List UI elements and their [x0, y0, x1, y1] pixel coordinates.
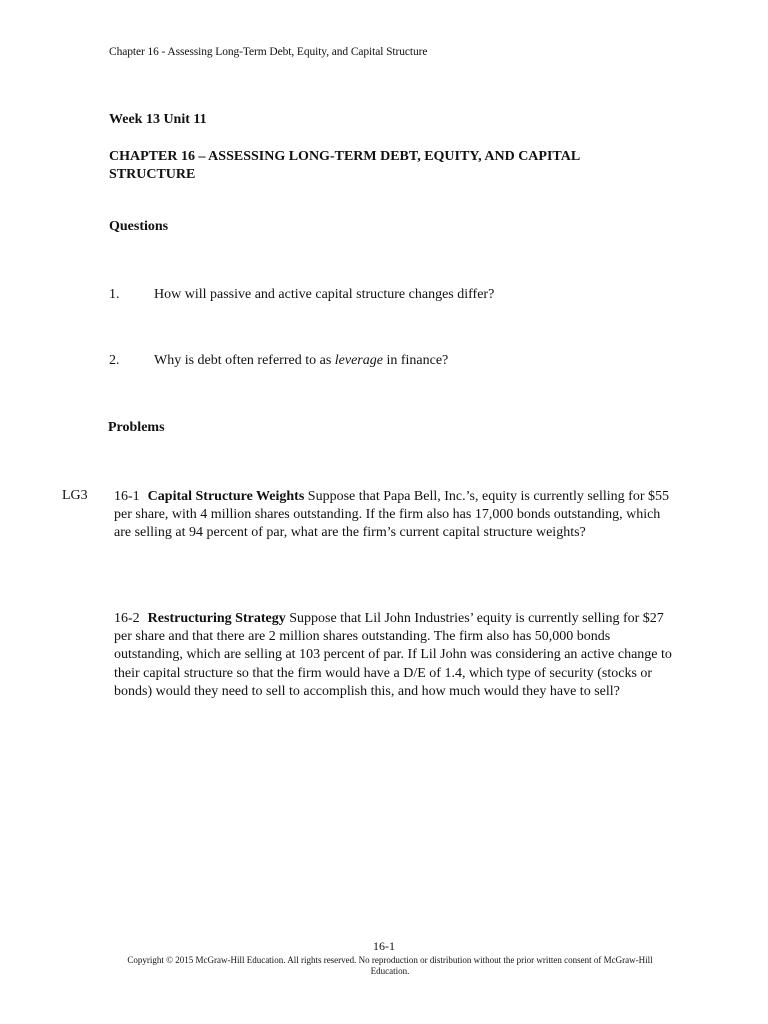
problem-title: Restructuring Strategy — [147, 611, 286, 626]
problem-text: Suppose that Papa Bell, Inc.’s, equity is currently selling for $55 per share, with 4 million shares outstanding. If the firm also has 17,000 bonds outstanding, which are selling at 94 percent of par, what are the firm’s current capital structure weights? — [114, 489, 669, 541]
copyright-text: Copyright © 2015 McGraw-Hill Education. All rights reserved. No reproduction or distribution without the prior written consent of McGraw-Hill Education. — [127, 955, 653, 976]
chapter-title: CHAPTER 16 – ASSESSING LONG-TERM DEBT, EQUITY, AND CAPITAL STRUCTURE — [109, 149, 580, 182]
problem-text: Suppose that Lil John Industries’ equity is currently selling for $27 per share and that there are 2 million shares outstanding. The firm also has 50,000 bonds outstanding, which are selling at 103 percent of par. If Lil John was considering an active change to their capital structure so that the firm would have a D/E of 1.4, which type of security (stocks or bonds) would they need to sell to accomplish this, and how much would they have to sell? — [114, 611, 672, 699]
question-text-before: Why is debt often referred to as — [154, 353, 335, 368]
copyright-notice — [0, 955, 768, 977]
question-text-after: in finance? — [382, 353, 449, 368]
week-unit-label: Week 13 Unit 11 — [109, 112, 207, 127]
question-number: 1. — [109, 287, 120, 302]
problem-number: 16-2 — [114, 611, 140, 626]
problems-heading: Problems — [108, 420, 165, 435]
question-number: 2. — [109, 353, 120, 368]
page-number: 16-1 — [373, 939, 395, 953]
question-text: How will passive and active capital structure changes differ? — [154, 287, 495, 302]
questions-heading: Questions — [109, 219, 169, 234]
problem-item — [114, 488, 674, 543]
running-header: Chapter 16 - Assessing Long-Term Debt, Equity, and Capital Structure — [109, 46, 428, 58]
problem-number: 16-1 — [114, 489, 140, 504]
question-italic-term: leverage — [334, 353, 383, 368]
problem-title: Capital Structure Weights — [147, 489, 305, 504]
learning-goal-tag: LG3 — [62, 488, 88, 503]
problem-item — [114, 610, 674, 701]
question-text — [154, 353, 448, 369]
